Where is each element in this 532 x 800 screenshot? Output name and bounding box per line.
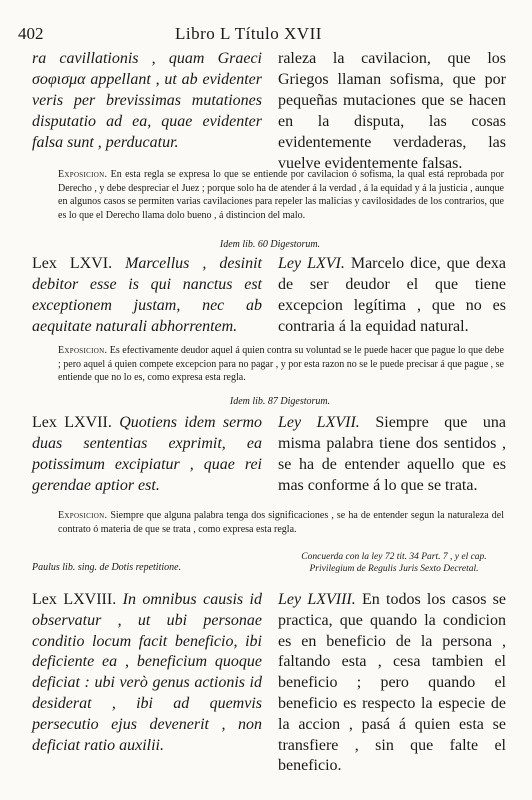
exposicion-block2 — [58, 344, 504, 385]
ley-label: Ley LXVII. — [278, 414, 360, 431]
source-citation-block4: Paulus lib. sing. de Dotis repetitione. — [32, 562, 182, 573]
source-citation-block3: Idem lib. 87 Digestorum. — [229, 396, 331, 407]
exposicion-label: Exposicion. — [58, 510, 108, 521]
concordance-note: Concuerda con la ley 72 tit. 34 Part. 7 , y el cap. Privilegium de Regulis Juris Sexto Decretal. — [301, 552, 487, 574]
lex-text: Marcellus , desinit debitor esse is qui nanctus est exceptionem justam, nec ab aequitate naturali abhorrentem. — [32, 255, 262, 335]
lex-66-latin — [32, 253, 262, 337]
exposicion-text: Es efectivamente deudor aquel á quien contra su voluntad se le puede hacer que pague lo que debe ; pero aquel á quien compete excepcion para no pagar , y por esta razon no se le puede precisar á que pague , se entiende que no lo es, como expresa esta regla. — [58, 345, 504, 383]
latin-text-block1: ra cavillationis , quam Graeci σοφισμα appellant , ut ab evidenter veris per brevissimas mutationes disputatio ad ea, quae evidenter falsa sunt , perducatur. — [32, 50, 262, 151]
exposicion-label: Exposicion. — [58, 345, 108, 356]
exposicion-text: En esta regla se expresa lo que se entiende por cavilacion ó sofisma, la qual está reprobada por Derecho , y debe despreciar el Juez ; porque solo ha de atender á la verdad , á la equidad y á la justicia , aunque en algunos casos se permiten varias cavilaciones para repeler las malicias y cavilosidades de los contrarios, que es lo que el Derecho llama dolo bueno , á distincion del malo. — [58, 169, 505, 221]
spanish-text-block1: raleza la cavilacion, que los Griegos llaman sofisma, que por pequeñas mutaciones que se hacen en la disputa, las cosas evidentemente verdaderas, las vuelve evidentemente falsas. — [278, 50, 506, 172]
exposicion-label: Exposicion. — [58, 169, 108, 180]
ley-68-spanish — [278, 590, 506, 777]
lex-text: In omnibus causis id observatur , ut ubi personae conditio locum facit beneficio, ibi deficiente ea , beneficium quoque deficiat : ubi verò genus actionis id desiderat , ibi ad quemvis persecutio ejus devenerit , non deficiat ratio auxilii. — [32, 591, 263, 754]
exposicion-text: Siempre que alguna palabra tenga dos significaciones , se ha de entender segun la naturaleza del contrato ó materia de que se trata , como expresa esta regla. — [58, 510, 505, 535]
lex-label: Lex LXVII. — [32, 414, 112, 431]
running-title: Libro L Título XVII — [175, 24, 322, 43]
exposicion-block3 — [58, 509, 504, 536]
ley-text: Marcelo dice, que dexa de ser deudor el que tiene excepcion legítima , que no es contraria á la equidad natural. — [278, 255, 507, 335]
ley-label: Ley LXVIII. — [278, 591, 356, 608]
lex-label: Lex LXVIII. — [32, 591, 117, 608]
page-number: 402 — [18, 24, 44, 43]
source-citation-block2: Idem lib. 60 Digestorum. — [219, 239, 321, 250]
ley-label: Ley LXVI. — [278, 255, 345, 272]
lex-text: Quotiens idem sermo duas sententias exprimit, ea potissimum excipiatur , quae rei gerendae aptior est. — [32, 414, 262, 494]
lex-68-latin — [32, 590, 262, 756]
lex-67-latin — [32, 412, 262, 496]
ley-67-spanish — [278, 412, 506, 496]
ley-66-spanish — [278, 253, 506, 337]
lex-label: Lex LXVI. — [32, 255, 113, 272]
ley-text: Siempre que una misma palabra tiene dos sentidos , se ha de entender aquello que es mas conforme á lo que se trata. — [278, 414, 507, 494]
ley-text: En todos los casos se practica, que quando la condicion es en beneficio de la persona , faltando esta , cesa tambien el beneficio ; pero quando el beneficio es respecto la especie de la accion , pasá á quien esta se transfiere , sin que falte el beneficio. — [278, 591, 507, 775]
exposicion-block1 — [58, 168, 504, 222]
